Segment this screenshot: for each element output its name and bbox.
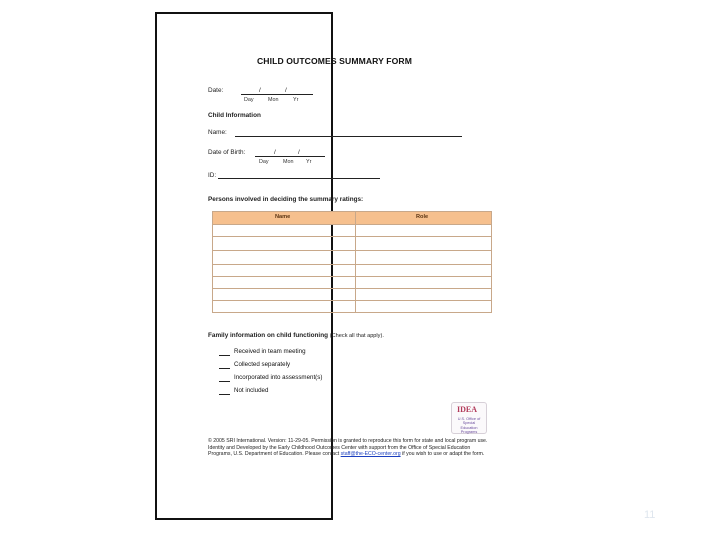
page-number: 11: [644, 509, 656, 521]
dob-sub-mon: Mon: [283, 159, 294, 165]
date-sub-day: Day: [244, 97, 254, 103]
contact-link[interactable]: staff@the-ECO-center.org: [340, 451, 401, 458]
table-header-row: [213, 212, 491, 225]
checkbox-line[interactable]: [219, 394, 230, 395]
name-field[interactable]: [235, 136, 462, 137]
table-header-name: Name: [275, 214, 291, 220]
child-info-heading: Child Information: [208, 112, 261, 119]
table-row: [213, 236, 491, 237]
table-row: [213, 300, 491, 301]
table-header-role: Role: [416, 214, 429, 220]
family-heading: Family information on child functioning: [208, 332, 328, 339]
date-label: Date:: [208, 87, 224, 94]
id-label: ID:: [208, 172, 217, 179]
dob-underline[interactable]: [255, 156, 325, 157]
id-field[interactable]: [218, 178, 380, 179]
table-row: [213, 250, 491, 251]
copyright-text: © 2005 SRI International. Version: 11-29-05. Permission is granted to reproduce this form for state and local program use. Identity and Developed by the Early Childhood Outcomes Center with support from the Office of Special Education Programs, U.S. Department of Education. Please contact: [208, 438, 488, 458]
date-sub-mon: Mon: [268, 97, 279, 103]
option-collected: Collected separately: [234, 361, 291, 368]
family-heading-line: [208, 332, 384, 339]
form-document: CHILD OUTCOMES SUMMARY FORM Date: / / Day Mon Yr Child Information Name: Date of Birth: / / Day Mon Yr ID: Persons involved in deciding the summary ratings: Name Role Family information on child functioning (Check all that apply). Received in team meeting Collected separately Incorporated into assessment(s) Not included IDEA U.S. Office of Special Education Programs © 2005 SRI International. Version: 11-29-05. Permission is granted to reproduce this form for state and local program use. Identity and Developed by the Early Childhood Outcomes Center with support from the Office of Special Education Programs, U.S. Department of Education. Please contact staff@the-ECO-center.org if you wish to use or adapt the form.: [205, 50, 495, 490]
option-received: Received in team meeting: [234, 348, 306, 355]
family-note: (Check all that apply).: [329, 333, 384, 339]
logo-sub-text: U.S. Office of Special Education Programs: [457, 417, 481, 435]
persons-heading: Persons involved in deciding the summary ratings:: [208, 196, 364, 203]
logo-main-text: IDEA: [457, 405, 478, 414]
dob-label: Date of Birth:: [208, 149, 246, 156]
date-sub-yr: Yr: [293, 97, 299, 103]
checkbox-line[interactable]: [219, 355, 230, 356]
option-incorporated: Incorporated into assessment(s): [234, 374, 323, 381]
option-not-included: Not included: [234, 387, 269, 394]
table-row: [213, 264, 491, 265]
copyright-notice: [208, 438, 493, 458]
date-underline[interactable]: [241, 94, 313, 95]
table-row: [213, 288, 491, 289]
name-label: Name:: [208, 129, 227, 136]
checkbox-line[interactable]: [219, 368, 230, 369]
persons-table: [212, 211, 492, 313]
copyright-tail: if you wish to use or adapt the form.: [402, 451, 485, 458]
dob-sub-yr: Yr: [306, 159, 312, 165]
idea-logo: [451, 402, 487, 434]
table-row: [213, 276, 491, 277]
form-title: CHILD OUTCOMES SUMMARY FORM: [257, 56, 412, 66]
checkbox-line[interactable]: [219, 381, 230, 382]
dob-sub-day: Day: [259, 159, 269, 165]
